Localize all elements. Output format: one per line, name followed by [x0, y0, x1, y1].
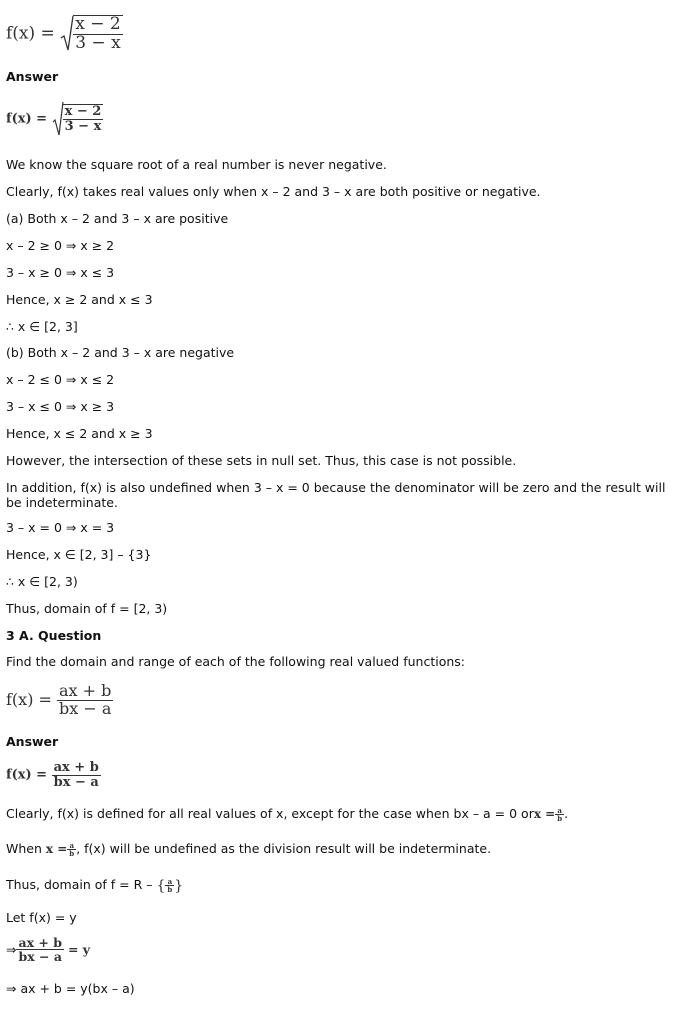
- answer-label: Answer: [6, 69, 59, 84]
- fraction-denominator: bx − a: [53, 774, 99, 790]
- when-prefix: When: [6, 841, 42, 856]
- a-over-b-fraction: [555, 807, 564, 823]
- text-line: Clearly, f(x) takes real values only when x – 2 and 3 – x are both positive or negative.: [6, 184, 541, 199]
- fraction-numerator: a: [555, 807, 564, 815]
- answer-formula: [6, 761, 101, 789]
- fraction-denominator: bx − a: [18, 949, 62, 965]
- text-line: (a) Both x – 2 and 3 – x are positive: [6, 211, 229, 226]
- question-formula: [6, 683, 113, 718]
- text-line: x – 2 ≥ 0 ⇒ x ≥ 2: [6, 238, 115, 253]
- sqrt-fraction: [73, 15, 122, 53]
- text-line: [6, 877, 183, 893]
- text-line: Hence, x ∈ [2, 3] – {3}: [6, 547, 152, 562]
- text-line: Thus, domain of f = [2, 3): [6, 601, 168, 616]
- text-line: [6, 806, 568, 822]
- fraction: [52, 761, 101, 789]
- fraction-denominator: 3 − x: [64, 119, 102, 134]
- answer-label: Answer: [6, 734, 59, 749]
- when-suffix: , f(x) will be undefined as the division result will be indeterminate.: [76, 841, 492, 856]
- text-line: 3 – x = 0 ⇒ x = 3: [6, 520, 115, 535]
- fraction-denominator: b: [167, 884, 173, 894]
- text-line: ∴ x ∈ [2, 3]: [6, 319, 78, 334]
- fraction-denominator: bx − a: [59, 698, 112, 718]
- text-line: Let f(x) = y: [6, 910, 77, 925]
- fraction-numerator: x − 2: [64, 104, 102, 120]
- fraction-numerator: a: [165, 878, 174, 886]
- x-equals: x =: [45, 842, 68, 856]
- formula-fx: f(x) =: [6, 111, 48, 127]
- text-line: We know the square root of a real number is never negative.: [6, 157, 387, 172]
- text-line: ∴ x ∈ [2, 3): [6, 574, 78, 589]
- text-line: 3 – x ≤ 0 ⇒ x ≥ 3: [6, 399, 115, 414]
- fraction-denominator: b: [557, 814, 563, 823]
- text-line: ⇒ ax + b = y(bx – a): [6, 981, 135, 996]
- text-line: In addition, f(x) is also undefined when 3 – x = 0 because the denominator will be zero and the result will be indeterminate.: [6, 480, 666, 510]
- set-braces: { $\frac{a}{b}$ }: [156, 876, 184, 894]
- text-line: Hence, x ≥ 2 and x ≤ 3: [6, 292, 153, 307]
- a-over-b-fraction: [165, 878, 174, 894]
- fraction-numerator: x − 2: [75, 14, 121, 35]
- formula-fx: f(x) =: [6, 689, 52, 709]
- fraction-numerator: a: [67, 842, 76, 850]
- sqrt-fraction: [63, 104, 104, 133]
- text-line: 3 – x ≥ 0 ⇒ x ≤ 3: [6, 265, 115, 280]
- sqrt-icon: [60, 14, 74, 54]
- implies-symbol: ⇒: [6, 942, 17, 958]
- a-over-b-fraction: [67, 842, 76, 858]
- fraction: [16, 936, 63, 963]
- text-line: However, the intersection of these sets in null set. Thus, this case is not possible.: [6, 453, 517, 468]
- answer-formula: [6, 100, 103, 138]
- question-heading: 3 A. Question: [6, 628, 102, 643]
- fraction-numerator: ax + b: [18, 935, 62, 950]
- fraction-numerator: ax + b: [53, 760, 99, 775]
- formula-fx: f(x) =: [6, 23, 55, 44]
- question-formula: [6, 14, 123, 54]
- x-equals: x =: [533, 807, 556, 821]
- formula-fx: f(x) =: [6, 767, 48, 783]
- fraction-denominator: b: [69, 849, 75, 858]
- text-line: Hence, x ≤ 2 and x ≥ 3: [6, 426, 153, 441]
- equals-y: = y: [67, 942, 91, 958]
- question-prompt: Find the domain and range of each of the following real valued functions:: [6, 654, 465, 669]
- text-line: (b) Both x – 2 and 3 – x are negative: [6, 345, 235, 360]
- fraction-numerator: ax + b: [59, 681, 112, 700]
- fraction: [57, 683, 113, 718]
- clearly-text: Clearly, f(x) is defined for all real values of x, except for the case when bx – a = 0 or: [6, 806, 534, 821]
- text-line: x – 2 ≤ 0 ⇒ x ≤ 2: [6, 372, 115, 387]
- text-line: [6, 841, 491, 857]
- fraction-denominator: 3 − x: [75, 33, 121, 53]
- text-line: [6, 936, 90, 963]
- domain-text: Thus, domain of f = R –: [6, 877, 153, 892]
- period: .: [564, 806, 569, 821]
